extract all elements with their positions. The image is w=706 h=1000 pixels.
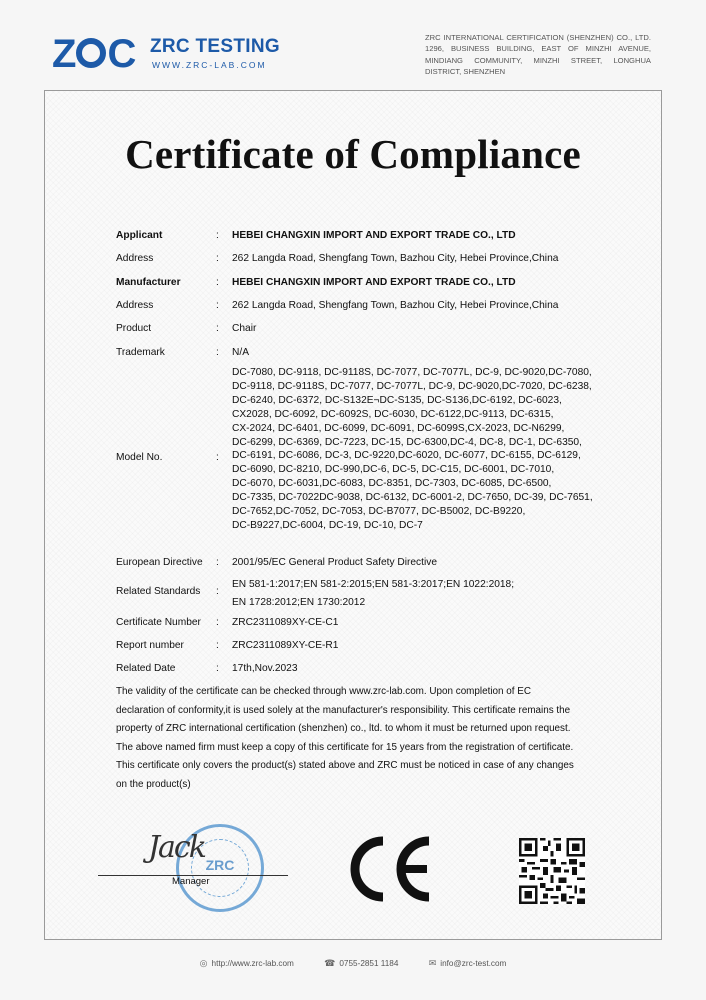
ce-mark-icon: [343, 835, 437, 903]
field-european-directive: [116, 556, 706, 570]
footer-website-text: http://www.zrc-lab.com: [211, 959, 294, 968]
field-label: Report number: [116, 640, 184, 651]
field-label: Address: [116, 300, 154, 311]
field-colon: :: [216, 277, 219, 288]
validity-line: on the product(s): [116, 778, 191, 790]
model-line: DC-6240, DC-6372, DC-S132E¬DC-S135, DC-S136,DC-6192, DC-6023,: [232, 394, 562, 406]
model-line: DC-7335, DC-7022DC-9038, DC-6132, DC-6001-2, DC-7650, DC-39, DC-7651,: [232, 492, 593, 504]
model-line: DC-B9227,DC-6004, DC-19, DC-10, DC-7: [232, 519, 423, 531]
standards-line: EN 581-1:2017;EN 581-2:2015;EN 581-3:2017;EN 1022:2018;: [232, 579, 515, 590]
footer-email[interactable]: [429, 959, 507, 968]
field-model-number: [116, 366, 706, 546]
model-line: DC-7080, DC-9118, DC-9118S, DC-7077, DC-7077L, DC-9, DC-9020,DC-7080,: [232, 367, 592, 378]
field-value: 262 Langda Road, Shengfang Town, Bazhou City, Hebei Province,China: [232, 253, 559, 264]
field-value: ZRC2311089XY-CE-C1: [232, 617, 339, 628]
field-colon: :: [216, 640, 219, 651]
field-value: 262 Langda Road, Shengfang Town, Bazhou City, Hebei Province,China: [232, 300, 559, 311]
model-line: DC-6070, DC-6031,DC-6083, DC-8351, DC-7303, DC-6085, DC-6500,: [232, 478, 552, 490]
footer-phone-text: 0755-2851 1184: [339, 959, 399, 968]
field-manufacturer-address: [116, 299, 706, 313]
field-certificate-number: [116, 616, 706, 630]
validity-line: The validity of the certificate can be checked through www.zrc-lab.com. Upon completion of EC: [116, 686, 531, 697]
zrc-logo: [52, 30, 292, 76]
field-related-date: [116, 662, 706, 676]
model-line: DC-9118, DC-9118S, DC-7077, DC-7077L, DC-9, DC-9020,DC-7020, DC-6238,: [232, 380, 592, 392]
field-label: Related Standards: [116, 586, 201, 597]
field-value: N/A: [232, 347, 249, 358]
field-value: 17th,Nov.2023: [232, 663, 298, 674]
mail-icon: ✉: [428, 958, 437, 968]
field-colon: :: [216, 347, 219, 358]
field-label: Related Date: [116, 663, 176, 674]
field-colon: :: [216, 300, 219, 311]
footer-email-text: info@zrc-test.com: [440, 959, 507, 968]
field-colon: :: [216, 230, 219, 241]
footer: [0, 958, 706, 969]
company-address: ZRC INTERNATIONAL CERTIFICATION (SHENZHEN) CO., LTD. 1296, BUSINESS BUILDING, EAST OF MINZHI AVENUE, MINDIANG COMMUNITY, MINZHI STREET, LONGHUA DISTRICT, SHENZHEN: [425, 33, 651, 77]
field-label: Address: [116, 253, 154, 264]
globe-icon: ◎: [199, 958, 208, 968]
model-line: CX-2024, DC-6401, DC-6099, DC-6091, DC-6099S,CX-2023, DC-N6299,: [232, 422, 565, 434]
logo-mark: Z C: [52, 32, 136, 76]
validity-line: The above named firm must keep a copy of this certificate for 15 years from the registration of certificate.: [116, 741, 574, 753]
field-value: ZRC2311089XY-CE-R1: [232, 640, 339, 651]
validity-statement: [116, 683, 616, 794]
field-value: HEBEI CHANGXIN IMPORT AND EXPORT TRADE CO., LTD: [232, 277, 516, 288]
field-label: Trademark: [116, 347, 165, 358]
logo-name: ZRC TESTING: [150, 36, 280, 57]
field-colon: :: [216, 323, 219, 334]
field-label: Manufacturer: [116, 277, 181, 288]
standards-line: EN 1728:2012;EN 1730:2012: [232, 597, 366, 608]
field-applicant-address: [116, 252, 706, 266]
signature-area: [98, 820, 298, 895]
validity-line: This certificate only covers the product(s) stated above and ZRC must be noticed in case of any changes: [116, 760, 574, 771]
field-colon: :: [216, 586, 219, 597]
model-list: [232, 366, 706, 533]
field-related-standards: [116, 576, 706, 612]
validity-line: declaration of conformity,it is used solely at the manufacturer's responsibility. This certificate remains the: [116, 704, 571, 716]
field-value: HEBEI CHANGXIN IMPORT AND EXPORT TRADE CO., LTD: [232, 230, 516, 241]
logo-website: WWW.ZRC-LAB.COM: [152, 60, 267, 70]
field-label: European Directive: [116, 557, 203, 568]
stamp-text: ZRC: [205, 857, 235, 873]
qr-code-icon: [519, 838, 585, 904]
field-applicant: [116, 229, 706, 243]
field-colon: :: [216, 253, 219, 264]
field-label: Applicant: [116, 230, 163, 241]
signature-role: Manager: [172, 876, 210, 887]
model-line: CX2028, DC-6092, DC-6092S, DC-6030, DC-6122,DC-9113, DC-6315,: [232, 408, 554, 420]
model-line: DC-7652,DC-7052, DC-7053, DC-B7077, DC-B5002, DC-B9220,: [232, 506, 526, 518]
model-line: DC-6090, DC-8210, DC-990,DC-6, DC-5, DC-C15, DC-6001, DC-7010,: [232, 464, 555, 476]
field-manufacturer: [116, 276, 706, 290]
footer-phone[interactable]: [324, 959, 398, 968]
field-label: Product: [116, 323, 152, 334]
model-line: DC-6299, DC-6369, DC-7223, DC-15, DC-6300,DC-4, DC-8, DC-1, DC-6350,: [232, 436, 582, 448]
field-colon: :: [216, 452, 219, 463]
footer-website[interactable]: [200, 959, 294, 968]
field-product: [116, 322, 706, 336]
field-colon: :: [216, 617, 219, 628]
handwritten-signature: Jack: [148, 830, 205, 865]
field-colon: :: [216, 663, 219, 674]
field-trademark: [116, 346, 706, 360]
validity-line: property of ZRC international certification (shenzhen) co., ltd. to whom it must be returned upon request.: [116, 723, 571, 734]
field-label: Model No.: [116, 452, 163, 463]
field-value: Chair: [232, 323, 257, 334]
field-label: Certificate Number: [116, 617, 201, 628]
certificate-title: Certificate of Compliance: [125, 131, 581, 177]
field-report-number: [116, 639, 706, 653]
field-colon: :: [216, 557, 219, 568]
field-value: 2001/95/EC General Product Safety Directive: [232, 557, 437, 568]
standards-list: [232, 576, 706, 612]
model-line: DC-6191, DC-6086, DC-3, DC-9220,DC-6020, DC-6077, DC-6155, DC-6129,: [232, 450, 581, 462]
phone-icon: ☎: [324, 958, 336, 968]
